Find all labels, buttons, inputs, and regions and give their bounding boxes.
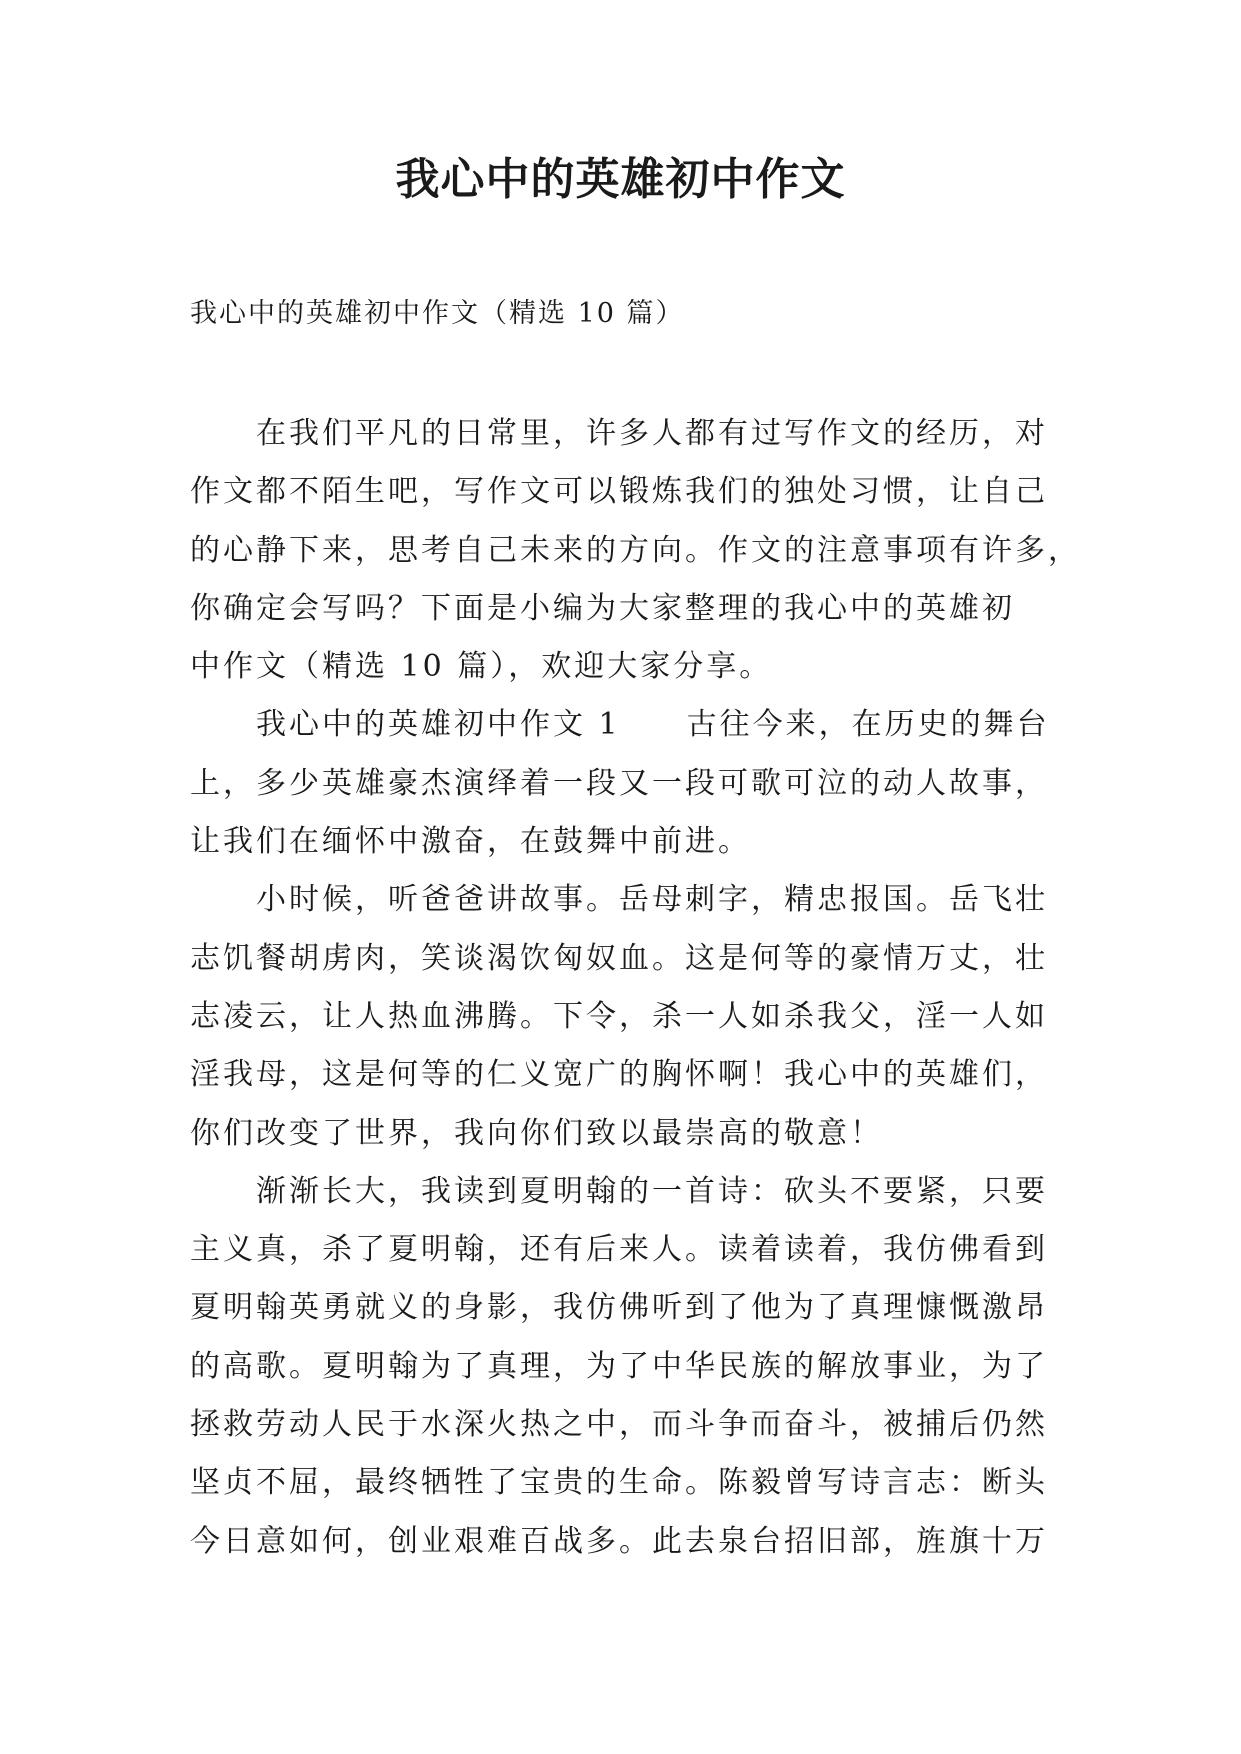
text-line: 你们改变了世界，我向你们致以最崇高的敬意！ [190,1115,883,1151]
text-line: 的心静下来，思考自己未来的方向。作文的注意事项有许多， [190,532,1081,568]
page-title: 我心中的英雄初中作文 [395,154,846,205]
text-line: 淫我母，这是何等的仁义宽广的胸怀啊！我心中的英雄们， [190,1057,1048,1093]
text-line: 渐渐长大，我读到夏明翰的一首诗：砍头不要紧，只要 [256,1173,1048,1209]
text-line: 你确定会写吗？下面是小编为大家整理的我心中的英雄初 [190,590,1015,626]
text-line: 中作文（精选 10 篇），欢迎大家分享。 [190,649,773,685]
text-line: 作文都不陌生吧，写作文可以锻炼我们的独处习惯，让自己 [190,474,1048,510]
text-line: 主义真，杀了夏明翰，还有后来人。读着读着，我仿佛看到 [190,1232,1048,1268]
text-line: 坚贞不屈，最终牺牲了宝贵的生命。陈毅曾写诗言志：断头 [190,1465,1048,1501]
text-line: 志凌云，让人热血沸腾。下令，杀一人如杀我父，淫一人如 [190,998,1048,1034]
text-line: 小时候，听爸爸讲故事。岳母刺字，精忠报国。岳飞壮 [256,882,1048,918]
text-line: 志饥餐胡虏肉，笑谈渴饮匈奴血。这是何等的豪情万丈，壮 [190,940,1048,976]
text-line: 今日意如何，创业艰难百战多。此去泉台招旧部，旌旗十万 [190,1523,1048,1559]
text-line: 的高歌。夏明翰为了真理，为了中华民族的解放事业，为了 [190,1348,1048,1384]
document-subtitle: 我心中的英雄初中作文（精选 10 篇） [190,298,685,329]
text-line: 拯救劳动人民于水深火热之中，而斗争而奋斗，被捕后仍然 [190,1407,1048,1443]
essay-body [190,405,1081,1571]
text-line: 上，多少英雄豪杰演绎着一段又一段可歌可泣的动人故事， [190,765,1048,801]
text-line: 让我们在缅怀中激奋，在鼓舞中前进。 [190,824,751,860]
text-line: 在我们平凡的日常里，许多人都有过写作文的经历，对 [256,416,1048,451]
text-line: 我心中的英雄初中作文 1 古往今来，在历史的舞台 [256,707,1050,743]
text-line: 夏明翰英勇就义的身影，我仿佛听到了他为了真理慷慨激昂 [190,1290,1048,1326]
